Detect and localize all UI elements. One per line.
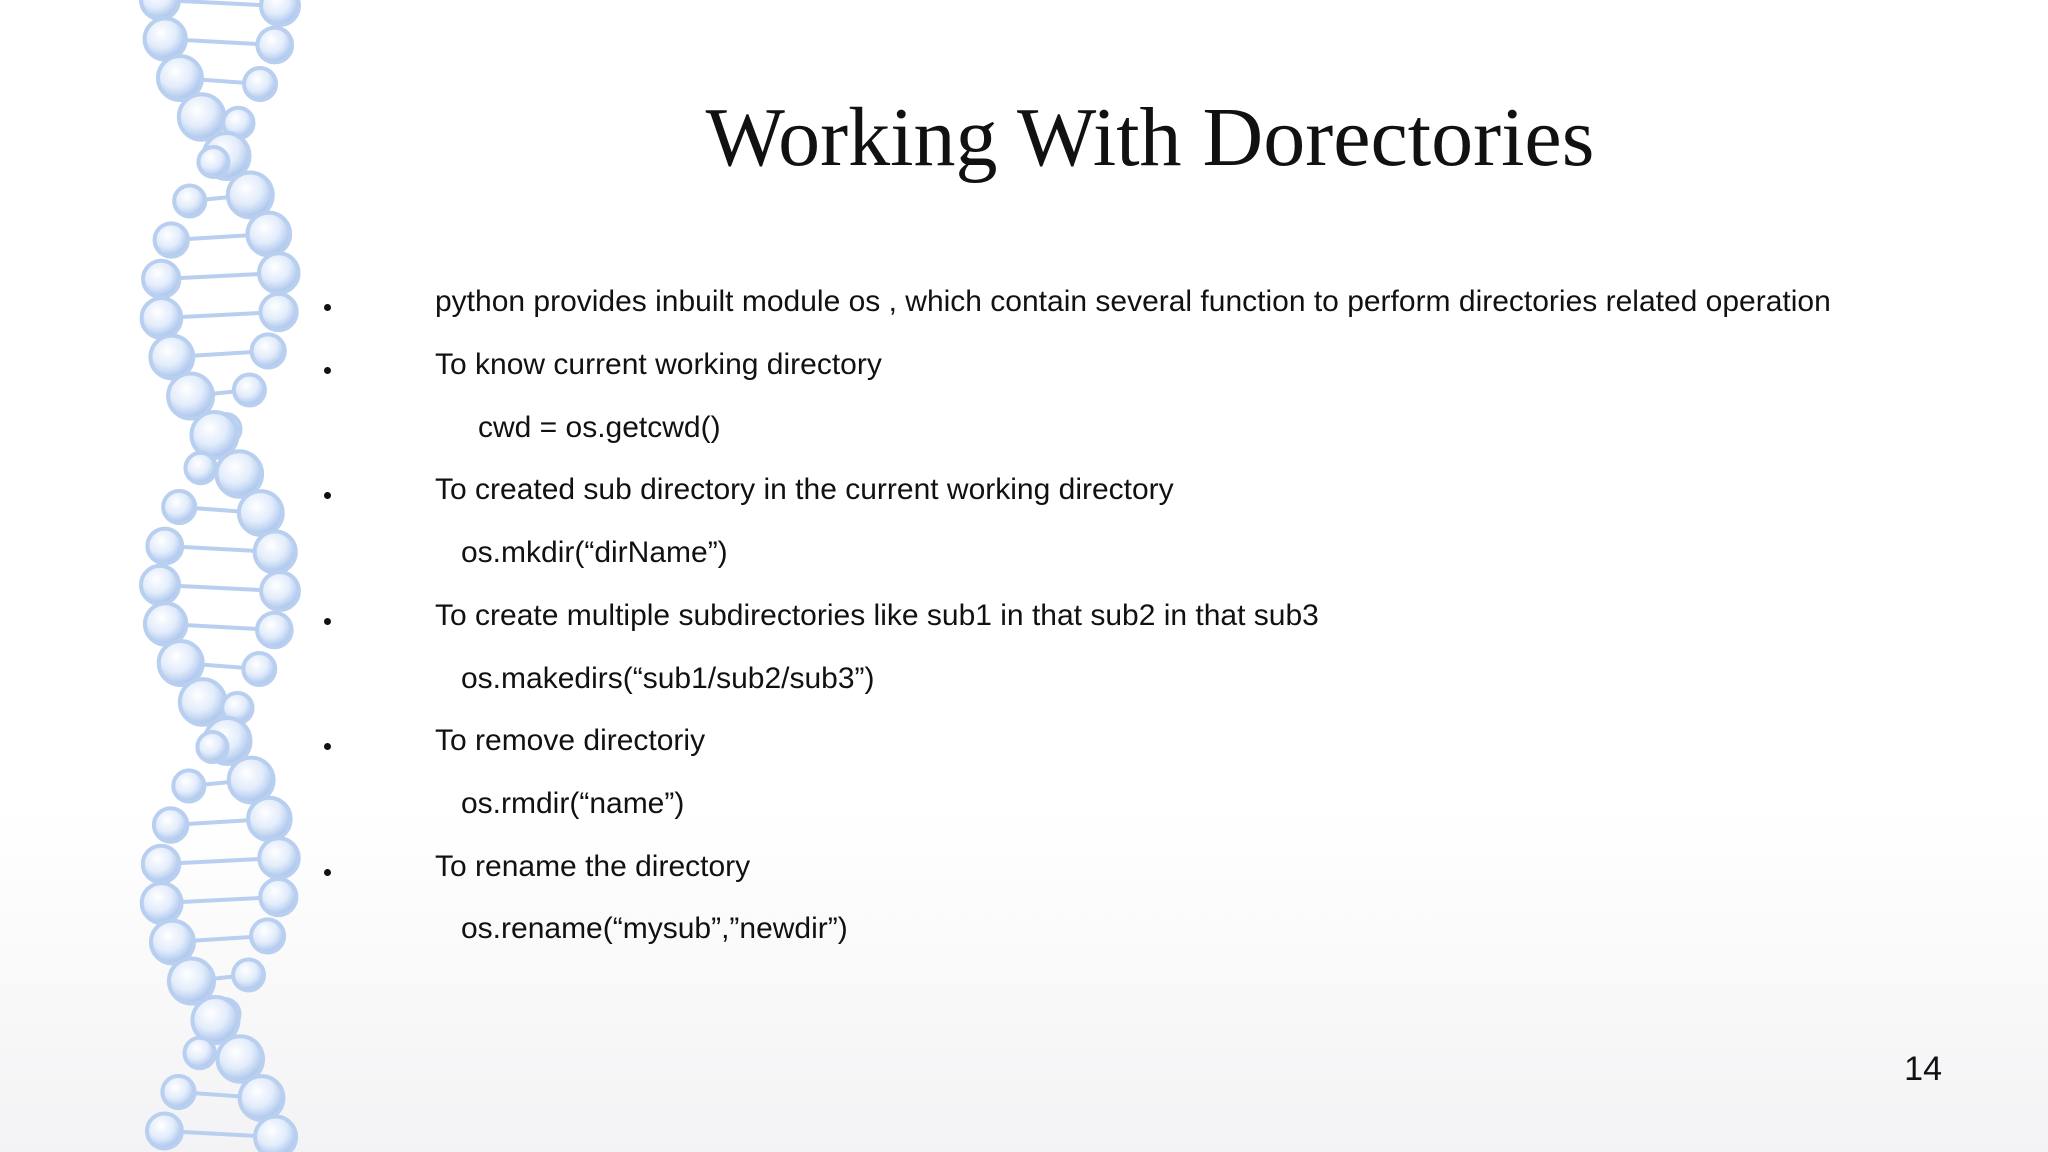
dna-node [162, 1076, 194, 1108]
slide-title: Working With Dorectories [705, 91, 1595, 184]
dna-node [260, 294, 296, 330]
dna-node [229, 758, 274, 803]
bullet-marker [320, 847, 336, 887]
dna-node [252, 334, 285, 367]
bullet-text: To know current working directory [435, 348, 882, 381]
dna-node [198, 147, 228, 177]
dna-node [185, 1038, 215, 1068]
bullet-marker [320, 282, 336, 322]
bullet-marker [320, 596, 336, 636]
dna-node [142, 883, 182, 923]
dna-node [143, 846, 180, 883]
dna-node [142, 298, 182, 338]
dna-node [261, 572, 299, 610]
dna-node [145, 18, 186, 59]
code-line: os.makedirs(“sub1/sub2/sub3”) [461, 662, 875, 695]
bullet-text: python provides inbuilt module os , which contain several function to perform directories related operation [435, 285, 1831, 318]
bullet-marker [320, 345, 336, 385]
dna-node [233, 960, 264, 991]
dna-node [147, 529, 182, 564]
dna-node [259, 838, 298, 877]
bullet-text: To rename the directory [435, 850, 751, 883]
dna-node [228, 173, 273, 218]
code-line: os.rmdir(“name”) [461, 787, 685, 820]
dna-node [163, 491, 195, 523]
dna-node [244, 68, 276, 100]
bullet-marker [320, 721, 336, 761]
dna-node [185, 453, 215, 483]
dna-node [174, 185, 205, 216]
bullet-marker [320, 470, 336, 510]
dna-node [141, 0, 179, 19]
dna-node [260, 879, 296, 915]
dna-node [255, 1116, 296, 1152]
dna-helix-icon [90, 0, 350, 1152]
code-line: os.rename(“mysub”,”newdir”) [461, 912, 848, 945]
dna-node [145, 603, 186, 644]
dna-node [155, 223, 188, 256]
dna-node [147, 1114, 182, 1149]
bullet-text: To create multiple subdirectories like sub1 in that sub2 in that sub3 [435, 599, 1319, 632]
dna-node [243, 653, 275, 685]
dna-node [240, 1076, 284, 1120]
dna-node [248, 798, 291, 841]
dna-node [239, 491, 283, 535]
dna-node [247, 213, 290, 256]
dna-node [234, 374, 265, 405]
dna-node [257, 28, 292, 63]
dna-node [259, 253, 299, 293]
dna-node [261, 0, 299, 25]
dna-node [154, 808, 187, 841]
dna-node [141, 566, 179, 604]
bullet-text: To created sub directory in the current working directory [435, 473, 1174, 506]
dna-node [257, 613, 292, 648]
code-line: os.mkdir(“dirName”) [461, 536, 728, 569]
dna-node [251, 919, 284, 952]
bullet-text: To remove directoriy [435, 724, 706, 757]
dna-node [173, 770, 204, 801]
page-number: 14 [1904, 1050, 1942, 1088]
dna-node [255, 531, 296, 572]
dna-node [143, 261, 179, 297]
dna-node [197, 732, 227, 762]
code-line: cwd = os.getcwd() [478, 411, 721, 444]
